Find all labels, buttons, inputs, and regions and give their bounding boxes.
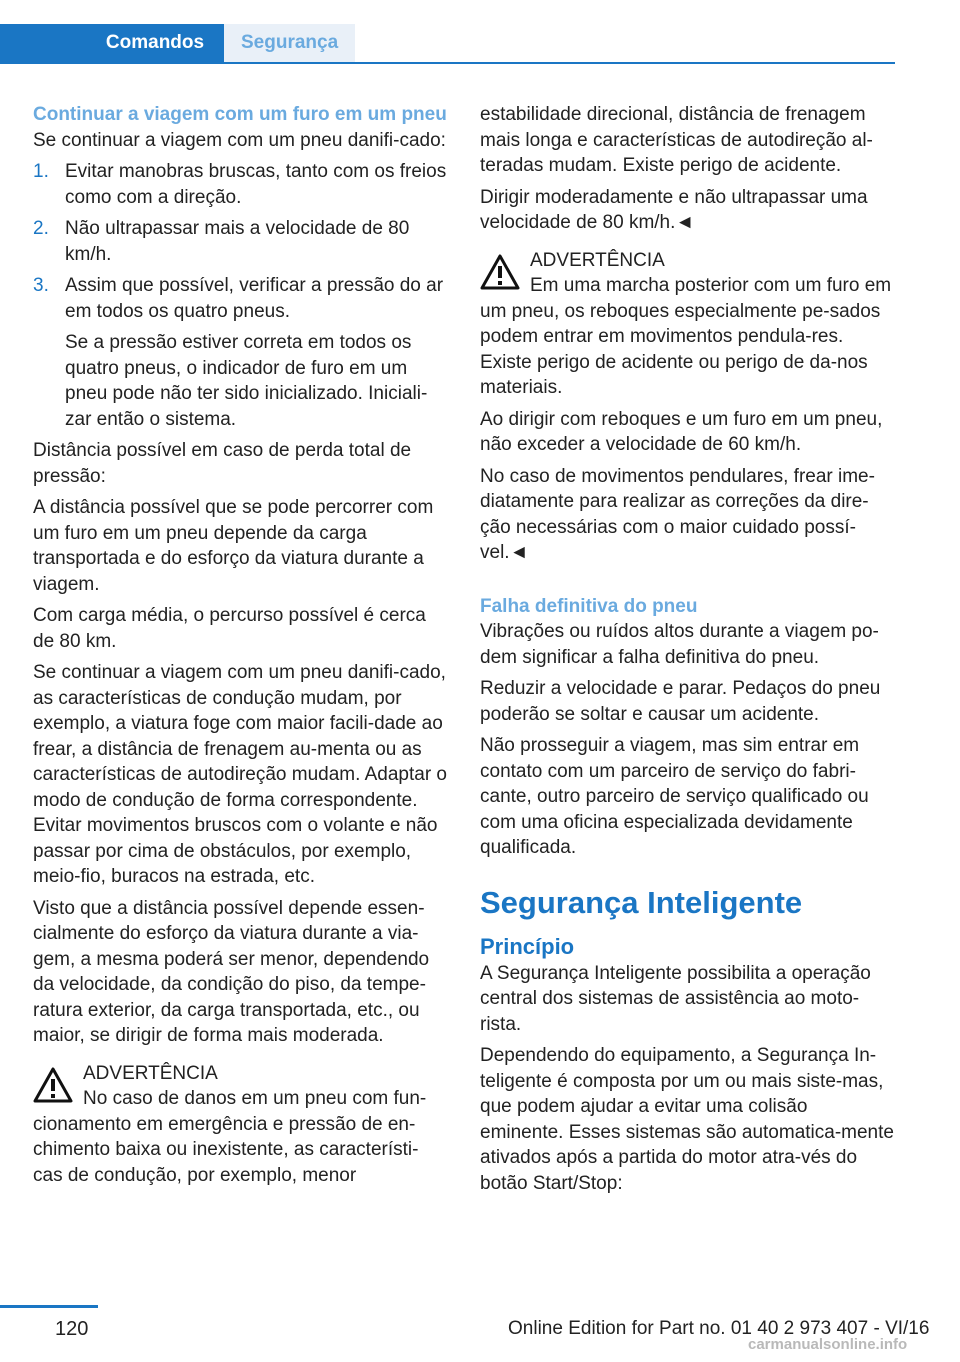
warning-block (480, 248, 895, 401)
heading-intelligent-safety: Segurança Inteligente (480, 884, 803, 920)
list-text: Evitar manobras bruscas, tanto com os freios como com a direção. (65, 161, 447, 208)
paragraph-intro: Se continuar a viagem com um pneu danifi-cado: (33, 129, 446, 151)
page-number: 120 (55, 1318, 89, 1340)
paragraph: Com carga média, o percurso possível é cerca de 80 km. (33, 605, 426, 652)
paragraph: Ao dirigir com reboques e um furo em um pneu, não exceder a velocidade de 60 km/h. (480, 408, 883, 455)
paragraph: estabilidade direcional, distância de frenagem mais longa e características de autodireção al-teradas mudam. Existe perigo de acidente. (480, 104, 873, 176)
heading-tire-failure: Falha definitiva do pneu (480, 595, 698, 617)
paragraph: A distância possível que se pode percorrer com um furo em um pneu depende da carga transportada e do esforço da viatura durante a viagem. (33, 497, 434, 595)
warning-icon (480, 254, 520, 290)
list-item (33, 273, 448, 432)
warning-icon (33, 1067, 73, 1103)
tab-comandos[interactable] (0, 24, 224, 62)
warning-block (33, 1061, 448, 1189)
watermark: carmanualsonline.info (748, 1336, 908, 1353)
list-text: Não ultrapassar mais a velocidade de 80 km/h. (65, 218, 410, 265)
header-bar (0, 0, 895, 64)
warning-title: ADVERTÊNCIA (83, 1062, 218, 1084)
heading-principle: Princípio (480, 933, 575, 959)
paragraph: Não prosseguir a viagem, mas sim entrar em contato com um parceiro de serviço do fabri-cante, outro parceiro de serviço qualificado ou com uma oficina especializada devidamente qualificada. (480, 735, 869, 858)
list-number: 3. (33, 275, 49, 296)
footer-rule (0, 1305, 98, 1308)
paragraph: Dependendo do equipamento, a Segurança In-teligente é composta por um ou mais siste-mas, que podem ajudar a evitar uma colisão eminente. Esses sistemas são automatica-mente ativados após a partida do motor atra-vés do botão Start/Stop: (480, 1045, 894, 1194)
list-number: 2. (33, 218, 49, 239)
heading-continue-driving: Continuar a viagem com um furo em um pneu (33, 104, 447, 125)
paragraph: Visto que a distância possível depende essen-cialmente do esforço da viatura durante a via-gem, a mesma poderá ser menor, dependendo da velocidade, da condição do piso, da tempe-ratura exterior, da carga transportada, etc., ou maior, se dirigir de forma mais moderada. (33, 897, 430, 1046)
list-extra-text: Se a pressão estiver correta em todos os quatro pneus, o indicador de furo em um pneu pode não ter sido inicializado. Iniciali-zar então o sistema. (65, 332, 428, 430)
paragraph: Vibrações ou ruídos altos durante a viagem po-dem significar a falha definitiva do pneu. (480, 621, 879, 668)
tab-seguranca-label: Segurança (241, 32, 339, 53)
left-column (33, 102, 448, 1194)
warning-text: Em uma marcha posterior com um furo em um pneu, os reboques especialmente pe-sados podem entrar em movimentos pendula-res. Existe perigo de acidente ou perigo de da-nos materiais. (480, 275, 892, 398)
warning-text: No caso de danos em um pneu com fun-cionamento em emergência e pressão de en-chimento baixa ou inexistente, as característi-cas de condução, por exemplo, menor (33, 1088, 427, 1186)
paragraph: Distância possível em caso de perda total de pressão: (33, 440, 412, 487)
tab-comandos-label: Comandos (105, 32, 205, 53)
paragraph: A Segurança Inteligente possibilita a operação central dos sistemas de assistência ao moto-rista. (480, 962, 871, 1035)
paragraph: Dirigir moderadamente e não ultrapassar uma velocidade de 80 km/h.◄ (480, 186, 868, 233)
list-item (33, 216, 448, 267)
list-number: 1. (33, 161, 49, 182)
paragraph: No caso de movimentos pendulares, frear ime-diatamente para realizar as correções da dire-ção necessárias com o maior cuidado possí-vel.◄ (480, 465, 875, 563)
right-column (480, 102, 895, 1202)
warning-title: ADVERTÊNCIA (530, 249, 665, 271)
tab-seguranca[interactable] (224, 24, 355, 62)
paragraph: Se continuar a viagem com um pneu danifi-cado, as características de condução mudam, por exemplo, a viatura foge com maior facili-dade ao frear, a distância de frenagem au-menta ou as características de autodireção mudam. Adaptar o modo de condução de forma correspondente. Evitar movimentos bruscos com o volante e não passar por cima de obstáculos, por exemplo, meio-fio, buracos na estrada, etc. (33, 662, 448, 887)
steps-list (33, 159, 448, 432)
edition-text: Online Edition for Part no. 01 40 2 973 407 - VI/16 (508, 1318, 930, 1339)
paragraph: Reduzir a velocidade e parar. Pedaços do pneu poderão se soltar e causar um acidente. (480, 678, 881, 725)
list-item (33, 159, 448, 210)
list-text: Assim que possível, verificar a pressão do ar em todos os quatro pneus. (65, 275, 444, 322)
